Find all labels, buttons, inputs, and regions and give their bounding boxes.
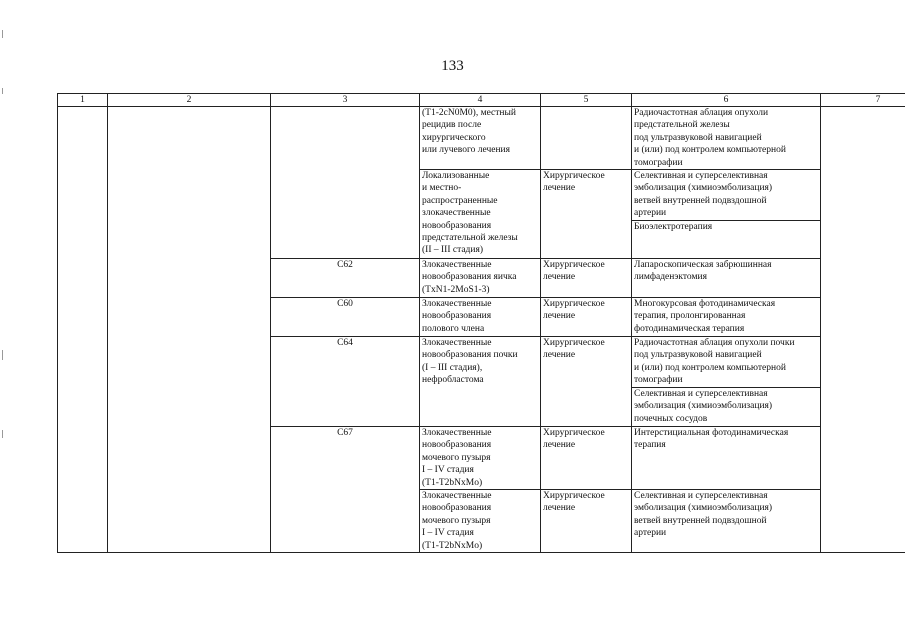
column-header: 7	[821, 94, 905, 107]
code-cell: C67	[271, 427, 420, 553]
treatment-type-cell: Хирургическое лечение	[541, 490, 632, 553]
scan-edge-mark	[2, 30, 3, 38]
code-cell: C60	[271, 298, 420, 337]
treatment-type-cell	[541, 107, 632, 170]
table-row	[58, 107, 905, 170]
scan-edge-mark	[2, 350, 3, 360]
column-header: 3	[271, 94, 420, 107]
method-cell: Интерстициальная фотодинамическая терапия	[632, 427, 821, 490]
treatment-type-cell: Хирургическое лечение	[541, 170, 632, 259]
code-cell	[271, 107, 420, 259]
method-cell: Селективная и суперселективная эмболизация (химиоэмболизация) почечных сосудов	[632, 388, 821, 427]
column-header: 2	[108, 94, 271, 107]
scan-edge-mark	[2, 88, 3, 94]
method-cell: Лапароскопическая забрюшинная лимфаденэктомия	[632, 259, 821, 298]
diagnosis-cell: Злокачественные новообразования почки (I – III стадия), нефробластома	[420, 337, 541, 427]
diagnosis-cell: (T1-2cN0M0), местный рецидив после хирургического или лучевого лечения	[420, 107, 541, 170]
treatment-type-cell: Хирургическое лечение	[541, 298, 632, 337]
code-cell: C62	[271, 259, 420, 298]
treatment-type-cell: Хирургическое лечение	[541, 427, 632, 490]
col2-cell	[108, 107, 271, 553]
treatment-type-cell: Хирургическое лечение	[541, 259, 632, 298]
scan-edge-mark	[2, 430, 3, 438]
diagnosis-cell: Локализованные и местно- распространенные злокачественные новообразования предстательной железы (II – III стадия)	[420, 170, 541, 259]
method-cell: Селективная и суперселективная эмболизация (химиоэмболизация) ветвей внутренней подвздошной артерии	[632, 490, 821, 553]
diagnosis-cell: Злокачественные новообразования мочевого пузыря I – IV стадия (T1-T2bNxMo)	[420, 490, 541, 553]
method-cell: Радиочастотная аблация опухоли предстательной железы под ультразвуковой навигацией и (или) под контролем компьютерной томографии	[632, 107, 821, 170]
column-header: 4	[420, 94, 541, 107]
method-cell: Радиочастотная аблация опухоли почки под ультразвуковой навигацией и (или) под контролем компьютерной томографии	[632, 337, 821, 388]
method-cell: Биоэлектротерапия	[632, 221, 821, 259]
method-cell: Многокурсовая фотодинамическая терапия, пролонгированная фотодинамическая терапия	[632, 298, 821, 337]
column-header: 6	[632, 94, 821, 107]
column-header: 5	[541, 94, 632, 107]
page-number: 133	[441, 58, 464, 74]
column-header: 1	[58, 94, 108, 107]
col1-cell	[58, 107, 108, 553]
code-cell: C64	[271, 337, 420, 427]
diagnosis-cell: Злокачественные новообразования полового члена	[420, 298, 541, 337]
table-header-row	[58, 94, 905, 107]
procedures-table	[57, 93, 905, 553]
method-cell: Селективная и суперселективная эмболизация (химиоэмболизация) ветвей внутренней подвздошной артерии	[632, 170, 821, 221]
treatment-type-cell: Хирургическое лечение	[541, 337, 632, 427]
diagnosis-cell: Злокачественные новообразования яичка (TxN1-2MoS1-3)	[420, 259, 541, 298]
col7-cell	[821, 107, 905, 553]
diagnosis-cell: Злокачественные новообразования мочевого пузыря I – IV стадия (T1-T2bNxMo)	[420, 427, 541, 490]
